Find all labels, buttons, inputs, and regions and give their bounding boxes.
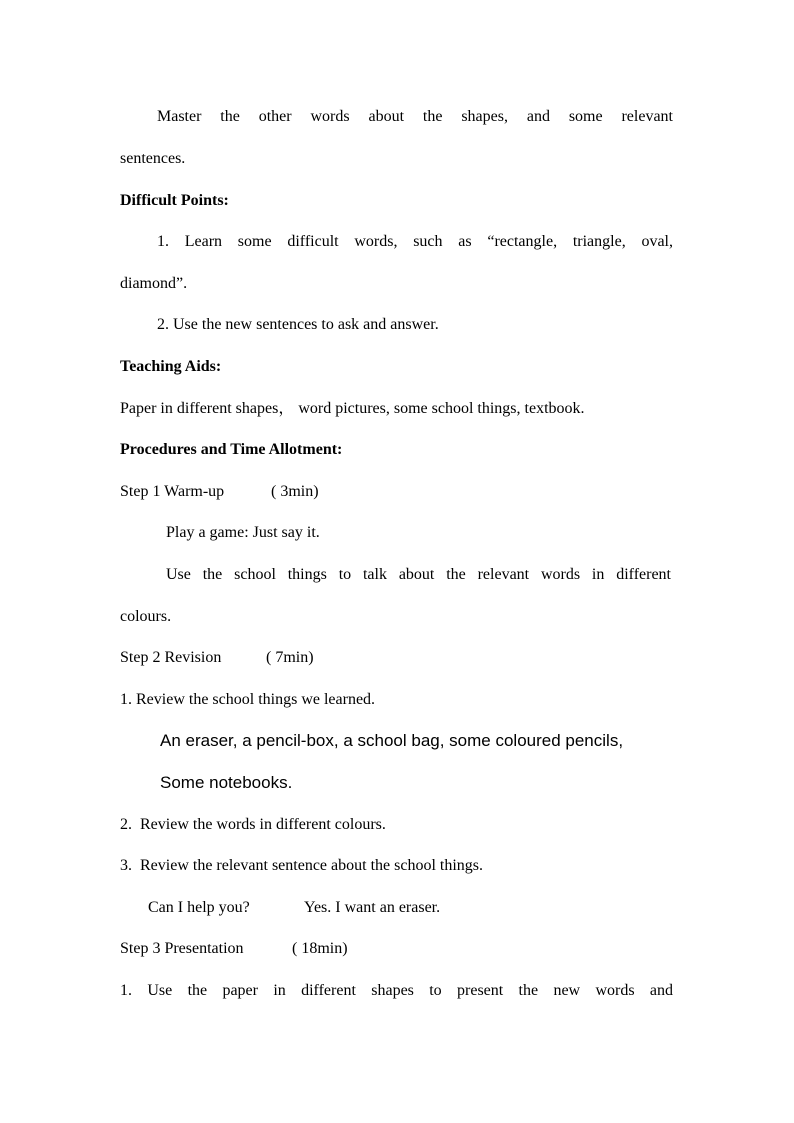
teaching-aids-text: Paper in different shapes， word pictures, some school things, textbook. xyxy=(120,400,585,417)
step-1-game: Play a game: Just say it. xyxy=(166,524,320,541)
procedures-heading: Procedures and Time Allotment: xyxy=(120,441,343,458)
presentation-1: 1. Use the paper in different shapes to present the new words and xyxy=(120,982,673,999)
master-line-2: sentences. xyxy=(120,150,186,167)
step-2-time: ( 7min) xyxy=(266,649,314,666)
review-1-example-line-2: Some notebooks. xyxy=(160,773,293,792)
step-1-use-line-2: colours. xyxy=(120,608,172,625)
review-1: 1. Review the school things we learned. xyxy=(120,691,376,708)
step-1-title: Step 1 Warm-up xyxy=(120,483,225,500)
step-3-title: Step 3 Presentation xyxy=(120,940,244,957)
review-2: 2. Review the words in different colours. xyxy=(120,816,386,833)
step-2-title: Step 2 Revision xyxy=(120,649,222,666)
step-3-time: ( 18min) xyxy=(292,940,348,957)
master-line-1: Master the other words about the shapes, and some relevant xyxy=(157,108,673,125)
difficult-points-heading: Difficult Points: xyxy=(120,192,229,209)
review-1-example-line-1: An eraser, a pencil-box, a school bag, some coloured pencils, xyxy=(160,731,624,750)
dialogue-answer: Yes. I want an eraser. xyxy=(304,899,441,916)
difficult-point-1-line-2: diamond”. xyxy=(120,275,188,292)
step-1-use-line-1: Use the school things to talk about the relevant words in different xyxy=(166,566,671,583)
teaching-aids-heading: Teaching Aids: xyxy=(120,358,222,375)
dialogue-question: Can I help you? xyxy=(148,899,250,916)
review-3: 3. Review the relevant sentence about the school things. xyxy=(120,857,484,874)
difficult-point-1-line-1: 1. Learn some difficult words, such as “rectangle, triangle, oval, xyxy=(157,233,673,250)
difficult-point-2: 2. Use the new sentences to ask and answer. xyxy=(157,316,439,333)
step-1-time: ( 3min) xyxy=(271,483,319,500)
